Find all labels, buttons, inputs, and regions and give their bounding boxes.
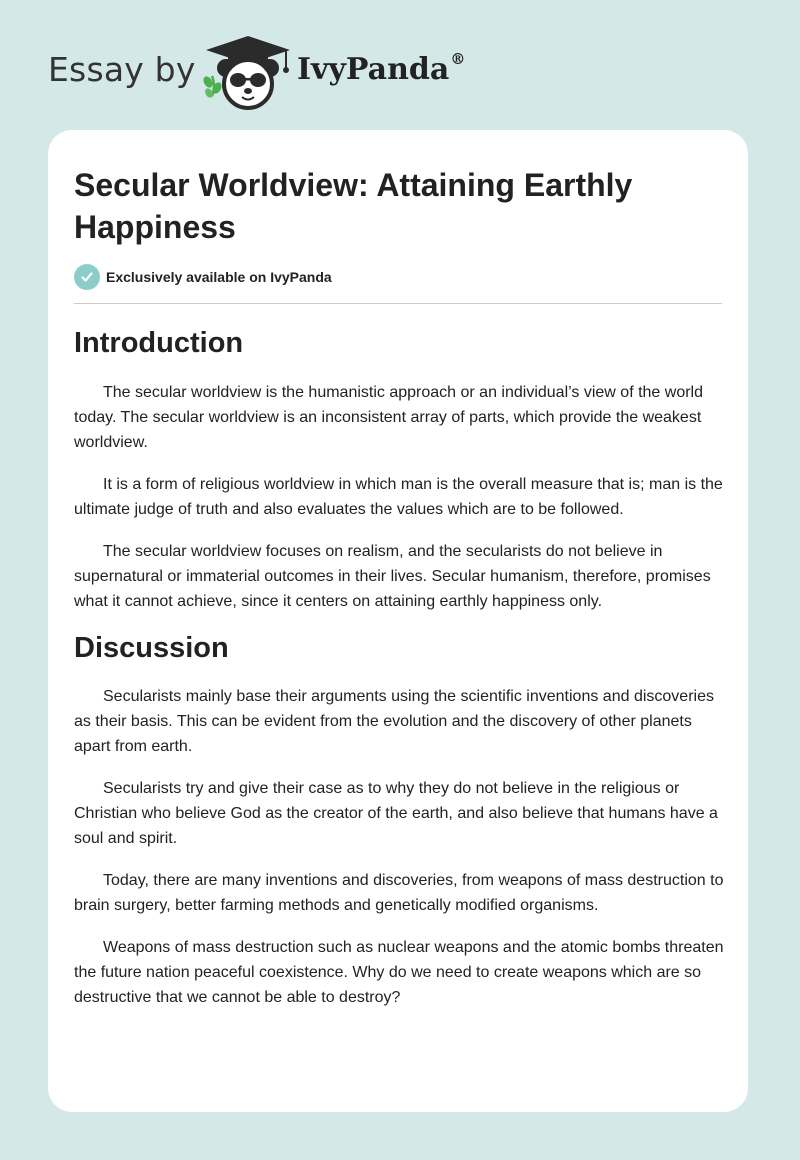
paragraph: Secularists mainly base their arguments using the scientific inventions and discoveries as their basis. This can be evident from the evolution and the discovery of other planets apart from earth. — [74, 688, 714, 755]
brand-name-text: IvyPanda — [297, 52, 450, 87]
paragraph: Weapons of mass destruction such as nuclear weapons and the atomic bombs threaten the future nation peaceful coexistence. Why do we need to create weapons which are so destructive that we cannot be able to destroy? — [74, 939, 724, 1006]
paragraph: It is a form of religious worldview in which man is the overall measure that is; man is the ultimate judge of truth and also evaluates the values which are to be followed. — [74, 476, 723, 518]
paragraph: The secular worldview is the humanistic approach or an individual’s view of the world today. The secular worldview is an inconsistent array of parts, which provide the weakest worldview. — [74, 384, 703, 451]
section-heading-introduction: Introduction — [74, 327, 244, 359]
badge-text: Exclusively available on IvyPanda — [106, 269, 332, 285]
paragraph: Secularists try and give their case as to why they do not believe in the religious or Christian who believe God as the creator of the earth, and also believe that humans have a soul and spirit. — [74, 780, 718, 847]
essay-title: Secular Worldview: Attaining Earthly Happiness — [74, 167, 633, 245]
brand-prefix: Essay by — [48, 50, 196, 89]
paragraph: The secular worldview focuses on realism, and the secularists do not believe in supernatural or immaterial outcomes in their lives. Secular humanism, therefore, promises what it cannot achieve, since it centers on attaining earthly happiness only. — [74, 543, 711, 610]
brand-name[interactable] — [297, 52, 465, 87]
essay-card — [48, 130, 748, 1112]
title-divider — [74, 303, 722, 304]
panda-graduate-icon[interactable] — [198, 34, 298, 110]
check-circle-icon — [74, 264, 100, 290]
exclusive-badge — [74, 264, 332, 290]
section-heading-discussion: Discussion — [74, 632, 229, 664]
registered-mark: ® — [450, 50, 466, 68]
paragraph: Today, there are many inventions and discoveries, from weapons of mass destruction to brain surgery, better farming methods and genetically modified organisms. — [74, 872, 724, 914]
essay-body — [74, 326, 724, 1010]
site-header — [0, 0, 800, 130]
